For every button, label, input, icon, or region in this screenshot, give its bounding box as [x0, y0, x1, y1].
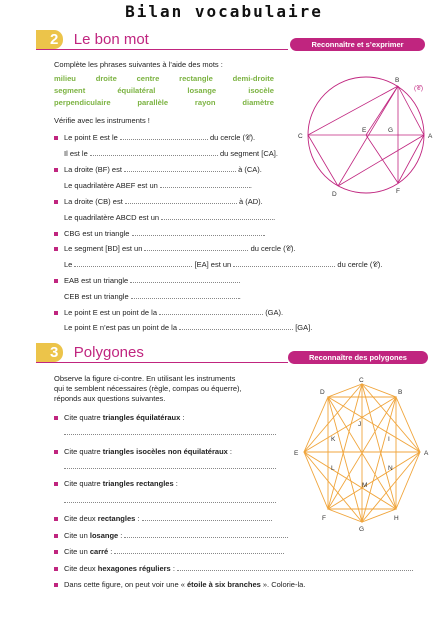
- line-text: du cercle (𝒞).: [209, 133, 256, 142]
- section-title: Le bon mot: [73, 31, 149, 48]
- line-text: La droite (BF) est: [64, 165, 122, 174]
- blank[interactable]: [233, 259, 335, 267]
- blank[interactable]: [179, 322, 293, 330]
- question-text: Cite un: [64, 531, 90, 540]
- line-text: (GA).: [265, 308, 284, 317]
- blank[interactable]: [120, 132, 208, 140]
- question-text: :: [118, 531, 123, 540]
- question-text: :: [173, 479, 178, 488]
- bullet: [54, 550, 58, 554]
- label-b: B: [398, 389, 403, 396]
- fill-line[interactable]: [54, 228, 266, 239]
- question: [54, 563, 413, 574]
- word: droite: [95, 74, 117, 83]
- line-text: .: [263, 229, 266, 238]
- label-g: G: [388, 127, 394, 134]
- fill-line[interactable]: [54, 307, 283, 318]
- word: équilatéral: [117, 86, 156, 95]
- label-n: N: [388, 465, 393, 472]
- line-text: Le point E est un point de la: [64, 308, 157, 317]
- word: demi-droite: [232, 74, 274, 83]
- label-m: M: [362, 482, 368, 489]
- question-keyword: triangles rectangles: [102, 479, 174, 488]
- section-divider: [36, 49, 288, 50]
- word: parallèle: [137, 98, 169, 107]
- label-f: F: [396, 188, 400, 195]
- verify-text: Vérifie avec les instruments !: [54, 116, 150, 125]
- blank[interactable]: [159, 307, 263, 315]
- line-text: Le segment [BD] est un: [64, 244, 143, 253]
- label-a: A: [424, 450, 429, 457]
- word: perpendiculaire: [54, 98, 111, 107]
- word: rayon: [194, 98, 216, 107]
- answer-line[interactable]: [177, 563, 413, 571]
- line-text: Le quadrilatère ABEF est un: [64, 181, 158, 190]
- blank[interactable]: [124, 164, 236, 172]
- line-text: à (AD).: [238, 197, 263, 206]
- blank[interactable]: [144, 243, 248, 251]
- answer-line[interactable]: [114, 546, 284, 554]
- section-title: Polygones: [73, 344, 144, 361]
- line-text: .: [249, 181, 252, 190]
- bullet: [54, 583, 58, 587]
- segment-cb: [308, 86, 398, 135]
- page-title: Bilan vocabulaire: [125, 2, 323, 21]
- segment-bd: [338, 86, 398, 186]
- question-text: ». Colorie-la.: [260, 580, 306, 589]
- bullet: [54, 567, 58, 571]
- line-text: Il est le: [64, 149, 88, 158]
- word: centre: [136, 74, 160, 83]
- blank[interactable]: [160, 180, 250, 188]
- line-text: [GA].: [295, 323, 313, 332]
- question: [54, 546, 284, 557]
- label-b: B: [395, 77, 400, 84]
- label-i: I: [388, 436, 390, 443]
- intro-text: [54, 374, 242, 404]
- fill-line[interactable]: [64, 148, 278, 159]
- word-row: [54, 74, 274, 83]
- section-number: 3: [36, 343, 63, 362]
- label-c: C: [298, 133, 303, 140]
- blank[interactable]: [90, 148, 218, 156]
- question: [54, 513, 272, 524]
- line-text: CBG est un triangle: [64, 229, 130, 238]
- line-text: La droite (CB) est: [64, 197, 123, 206]
- question-keyword: losange: [89, 531, 119, 540]
- bullet: [54, 200, 58, 204]
- question-text: :: [227, 447, 232, 456]
- line-text: .: [273, 213, 276, 222]
- word: rectangle: [179, 74, 213, 83]
- fill-line[interactable]: [64, 322, 312, 333]
- section-number: 2: [36, 30, 63, 49]
- bullet: [54, 311, 58, 315]
- word: segment: [54, 86, 86, 95]
- question-keyword: étoile à six branches: [187, 580, 261, 589]
- bullet: [54, 416, 58, 420]
- question: [54, 413, 184, 423]
- word: diamètre: [242, 98, 274, 107]
- label-g: G: [359, 526, 365, 532]
- question-text: Cite deux: [64, 514, 98, 523]
- answer-line[interactable]: [64, 427, 276, 435]
- bullet: [54, 482, 58, 486]
- intro-line: qui te semblent nécessaires (règle, compas ou équerre),: [54, 384, 242, 393]
- segment-eb: [366, 86, 398, 135]
- answer-line[interactable]: [64, 461, 276, 469]
- skill-badge: Reconnaître et s’exprimer: [290, 38, 425, 51]
- bullet: [54, 534, 58, 538]
- fill-line[interactable]: [54, 196, 263, 207]
- skill-badge: Reconnaître des polygones: [288, 351, 428, 364]
- answer-line[interactable]: [64, 495, 276, 503]
- question-text: :: [180, 413, 185, 422]
- question-text: Cite quatre: [64, 479, 103, 488]
- question: [54, 530, 288, 541]
- bullet: [54, 247, 58, 251]
- line-text: Le: [64, 260, 73, 269]
- question-text: :: [170, 564, 175, 573]
- question-text: Cite deux: [64, 564, 98, 573]
- answer-line[interactable]: [142, 513, 272, 521]
- question-keyword: triangles équilatéraux: [102, 413, 181, 422]
- question-keyword: rectangles: [97, 514, 136, 523]
- fill-line[interactable]: [54, 164, 262, 175]
- segment-ba: [398, 86, 424, 135]
- label-l: L: [331, 465, 335, 472]
- section-2-header: [36, 31, 149, 49]
- segment-da: [338, 135, 424, 186]
- fill-line[interactable]: [64, 180, 252, 191]
- segment-ef: [366, 135, 398, 183]
- word: milieu: [54, 74, 76, 83]
- fill-line[interactable]: [54, 275, 240, 286]
- label-k: K: [331, 436, 336, 443]
- line-text: .: [238, 292, 241, 301]
- fill-line[interactable]: [64, 259, 382, 270]
- fill-line[interactable]: [64, 291, 241, 302]
- segment-fa: [398, 135, 424, 183]
- blank[interactable]: [161, 212, 276, 222]
- line-text: EAB est un triangle: [64, 276, 129, 285]
- question-text: :: [135, 514, 140, 523]
- fill-line[interactable]: [54, 243, 296, 254]
- hexagon-figure: [284, 374, 444, 532]
- bullet: [54, 168, 58, 172]
- line-text: [EA] est un: [194, 260, 232, 269]
- question: [54, 479, 178, 489]
- segment-cd: [308, 135, 338, 186]
- question-text: Cite un: [64, 547, 90, 556]
- section-divider: [36, 362, 288, 363]
- fill-line[interactable]: [54, 132, 255, 143]
- label-j: J: [358, 421, 362, 428]
- line-text: Le quadrilatère ABCD est un: [64, 213, 160, 222]
- line-text: Le point E est le: [64, 133, 118, 142]
- question-text: :: [108, 547, 113, 556]
- word-row: [54, 98, 274, 107]
- bullet: [54, 232, 58, 236]
- question-text: Cite quatre: [64, 413, 103, 422]
- line-text: du cercle (𝒞).: [250, 244, 296, 253]
- line-text: CEB est un triangle: [64, 292, 129, 301]
- word: isocèle: [248, 86, 274, 95]
- label-circle: (𝒞): [414, 85, 424, 92]
- blank[interactable]: [74, 259, 192, 267]
- question-text: Cite quatre: [64, 447, 103, 456]
- bullet: [54, 279, 58, 283]
- bullet: [54, 517, 58, 521]
- circle-figure: [292, 72, 442, 214]
- question-keyword: triangles isocèles non équilatéraux: [102, 447, 228, 456]
- label-d: D: [332, 191, 337, 198]
- label-e: E: [362, 127, 367, 134]
- intro-line: Observe la figure ci-contre. En utilisant les instruments: [54, 374, 236, 383]
- line-text: .: [238, 276, 241, 285]
- answer-line[interactable]: [124, 530, 288, 538]
- fill-line[interactable]: [64, 212, 275, 223]
- question-keyword: hexagones réguliers: [97, 564, 171, 573]
- intro-line: réponds aux questions suivantes.: [54, 394, 166, 403]
- label-a: A: [428, 133, 433, 140]
- label-f: F: [322, 515, 326, 522]
- blank[interactable]: [125, 196, 237, 204]
- label-d: D: [320, 389, 325, 396]
- instruction-text: Complète les phrases suivantes à l’aide des mots :: [54, 60, 223, 69]
- section-3-header: [36, 344, 144, 362]
- line-text: du cercle (𝒞).: [337, 260, 383, 269]
- word-row: [54, 86, 274, 95]
- line-text: Le point E n’est pas un point de la: [64, 323, 177, 332]
- bullet: [54, 136, 58, 140]
- label-h: H: [394, 515, 399, 522]
- word-bank: [54, 74, 274, 107]
- line-text: du segment [CA].: [219, 149, 278, 158]
- label-e: E: [294, 450, 299, 457]
- blank[interactable]: [130, 275, 241, 285]
- question: [54, 447, 232, 457]
- blank[interactable]: [132, 228, 264, 236]
- word: losange: [187, 86, 217, 95]
- line-text: à (CA).: [238, 165, 262, 174]
- bullet: [54, 450, 58, 454]
- question: [54, 580, 305, 590]
- question-text: Dans cette figure, on peut voir une «: [64, 580, 187, 589]
- label-c: C: [359, 377, 364, 384]
- question-keyword: carré: [89, 547, 109, 556]
- blank[interactable]: [131, 291, 239, 299]
